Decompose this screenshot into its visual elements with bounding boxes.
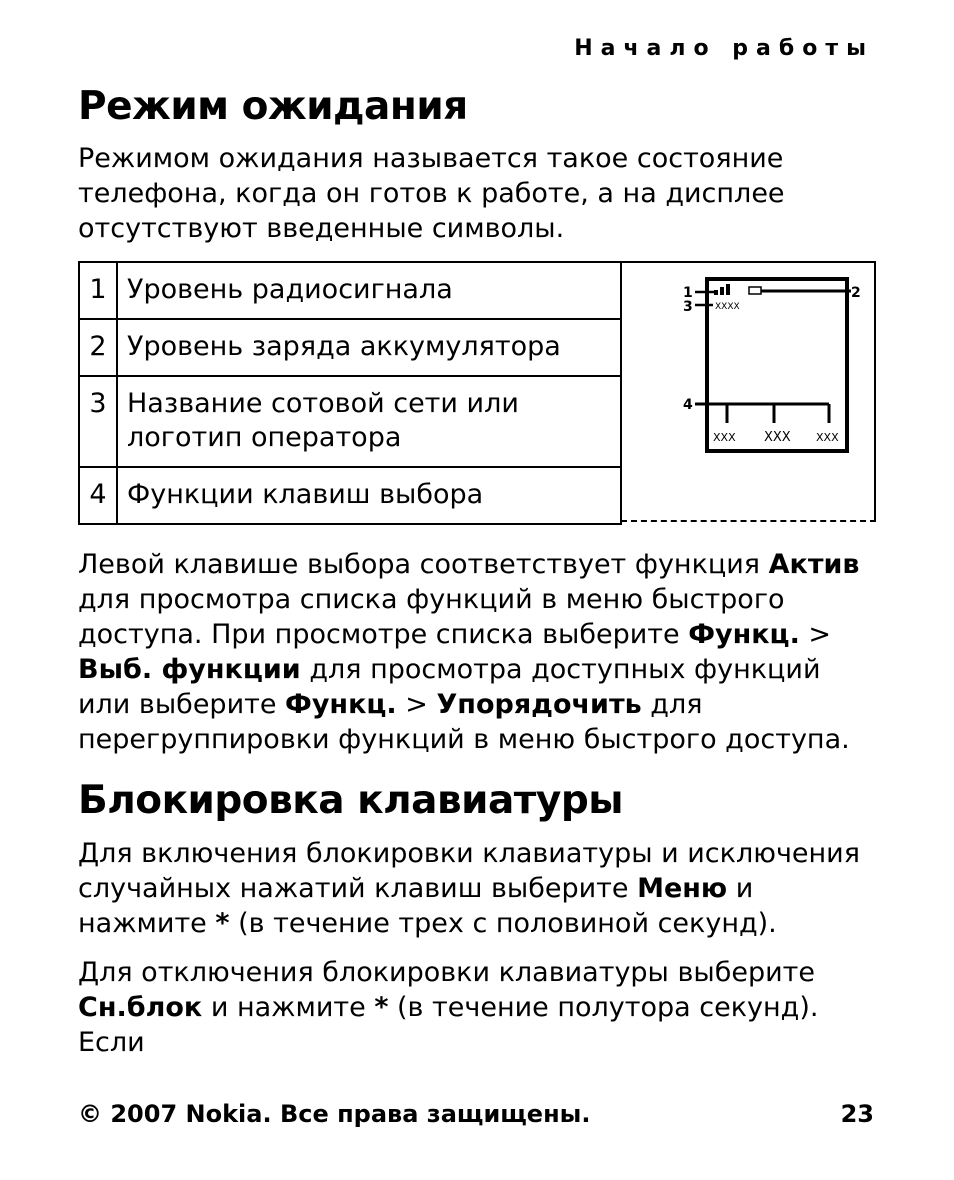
legend-row <box>79 262 621 319</box>
legend-row <box>79 319 621 376</box>
standby-display-figure <box>621 261 876 522</box>
softkey-middle-label: XXX <box>764 430 791 445</box>
battery-icon <box>749 287 761 294</box>
bold-term: Функц. <box>688 619 800 650</box>
standby-legend-table <box>78 261 622 525</box>
signal-strength-icon <box>714 284 730 295</box>
callout-number: 2 <box>851 285 861 301</box>
legend-number: 3 <box>79 376 117 467</box>
copyright-notice: © 2007 Nokia. Все права защищены. <box>78 1100 591 1128</box>
section-heading-keylock: Блокировка клавиатуры <box>78 778 624 823</box>
callout-number: 1 <box>683 285 693 301</box>
running-title: Начало работы <box>574 36 874 61</box>
standby-intro-paragraph: Режимом ожидания называется такое состояние телефона, когда он готов к работе, а на дисплее отсутствуют введенные символы. <box>78 143 785 244</box>
page-number: 23 <box>840 1100 874 1128</box>
bold-term: Функц. <box>285 689 397 720</box>
page-footer <box>78 1100 874 1128</box>
network-name-placeholder: XXXX <box>715 302 740 312</box>
callout-number: 3 <box>683 299 693 315</box>
bold-term: Сн.блок <box>78 992 203 1023</box>
legend-text: Уровень заряда аккумулятора <box>117 319 621 376</box>
legend-row <box>79 376 621 467</box>
legend-text: Уровень радиосигнала <box>117 262 621 319</box>
softkey-left-label: XXX <box>713 431 736 444</box>
softkey-right-label: XXX <box>816 431 839 444</box>
keylock-disable-paragraph: Для отключения блокировки клавиатуры выберите Сн.блок и нажмите * (в течение полутора секунд). Если <box>78 957 819 1058</box>
legend-number: 1 <box>79 262 117 319</box>
bold-term: Меню <box>637 873 728 904</box>
keylock-enable-paragraph: Для включения блокировки клавиатуры и исключения случайных нажатий клавиш выберите Меню и нажмите * (в течение трех с половиной секунд). <box>78 838 860 939</box>
bold-term: Упорядочить <box>436 689 642 720</box>
bold-term: Выб. функции <box>78 654 301 685</box>
bold-term: * <box>374 992 389 1023</box>
bold-term: * <box>215 908 230 939</box>
legend-text: Название сотовой сети или логотип оператора <box>117 376 621 467</box>
callout-number: 4 <box>683 397 693 413</box>
bold-term: Актив <box>768 549 860 580</box>
selection-key-paragraph: Левой клавише выбора соответствует функция Актив для просмотра списка функций в меню быстрого доступа. При просмотре списка выберите Функц. > Выб. функции для просмотра доступных функций или выберите Функц. > Упорядочить для перегруппировки функций в меню быстрого доступа. <box>78 549 860 755</box>
legend-text: Функции клавиш выбора <box>117 467 621 524</box>
legend-row <box>79 467 621 524</box>
legend-number: 4 <box>79 467 117 524</box>
phone-display-diagram <box>679 275 859 455</box>
legend-number: 2 <box>79 319 117 376</box>
section-heading-standby: Режим ожидания <box>78 84 468 129</box>
